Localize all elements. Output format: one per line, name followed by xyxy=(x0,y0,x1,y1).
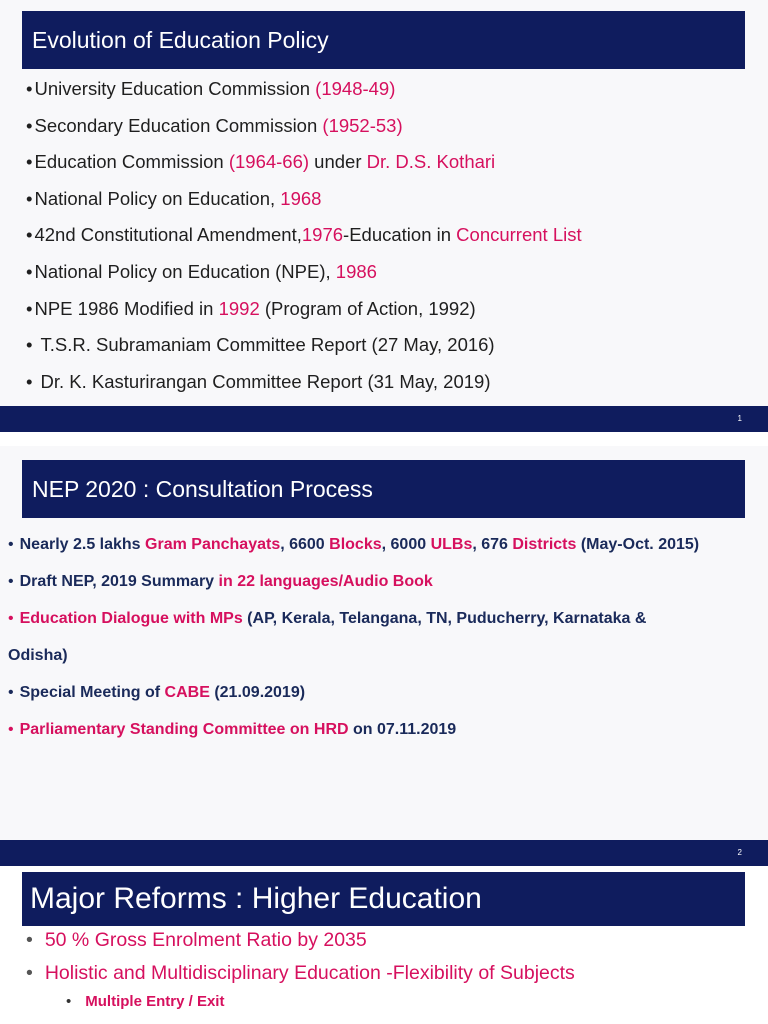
slide-evolution-of-education-policy xyxy=(0,0,768,432)
list-item: • Draft NEP, 2019 Summary in 22 languages/Audio Book xyxy=(8,573,433,590)
list-item: • Special Meeting of CABE (21.09.2019) xyxy=(8,684,306,701)
page-number: 2 xyxy=(737,848,742,857)
slide-title: Major Reforms : Higher Education xyxy=(22,872,745,926)
slide-title: Evolution of Education Policy xyxy=(22,11,745,69)
slide-consultation-process xyxy=(0,446,768,866)
slide-footer xyxy=(0,840,768,866)
list-item: • 50 % Gross Enrolment Ratio by 2035 xyxy=(26,929,367,951)
list-item: • Secondary Education Commission (1952-53) xyxy=(26,114,403,136)
page-number: 1 xyxy=(737,414,742,423)
list-item: • T.S.R. Subramaniam Committee Report (27 May, 2016) xyxy=(26,334,495,356)
slide-major-reforms xyxy=(0,866,768,1024)
list-item: • Holistic and Multidisciplinary Education -Flexibility of Subjects xyxy=(26,962,575,984)
list-item: • NPE 1986 Modified in 1992 (Program of Action, 1992) xyxy=(26,297,476,319)
sub-list-item: • Multiple Entry / Exit xyxy=(66,993,225,1010)
list-item: • National Policy on Education (NPE), 1986 xyxy=(26,260,377,282)
list-item: • University Education Commission (1948-49) xyxy=(26,78,396,99)
list-item: • 42nd Constitutional Amendment,1976-Education in Concurrent List xyxy=(26,224,582,246)
list-item: • National Policy on Education, 1968 xyxy=(26,187,322,209)
consultation-list xyxy=(8,526,708,748)
slide-title: NEP 2020 : Consultation Process xyxy=(22,460,745,518)
list-item: • Dr. K. Kasturirangan Committee Report (31 May, 2019) xyxy=(26,370,491,392)
list-item: • Parliamentary Standing Committee on HRD on 07.11.2019 xyxy=(8,721,457,738)
list-item: • Nearly 2.5 lakhs Gram Panchayats, 6600 Blocks, 6000 ULBs, 676 Districts (May-Oct. 2015) xyxy=(8,536,700,553)
slide-footer xyxy=(0,406,768,432)
policy-list xyxy=(26,74,582,403)
reforms-list xyxy=(26,924,575,1014)
list-item: • Education Dialogue with MPs (AP, Kerala, Telangana, TN, Puducherry, Karnataka & Odisha) xyxy=(8,610,647,664)
list-item: • Education Commission (1964-66) under Dr. D.S. Kothari xyxy=(26,151,496,173)
